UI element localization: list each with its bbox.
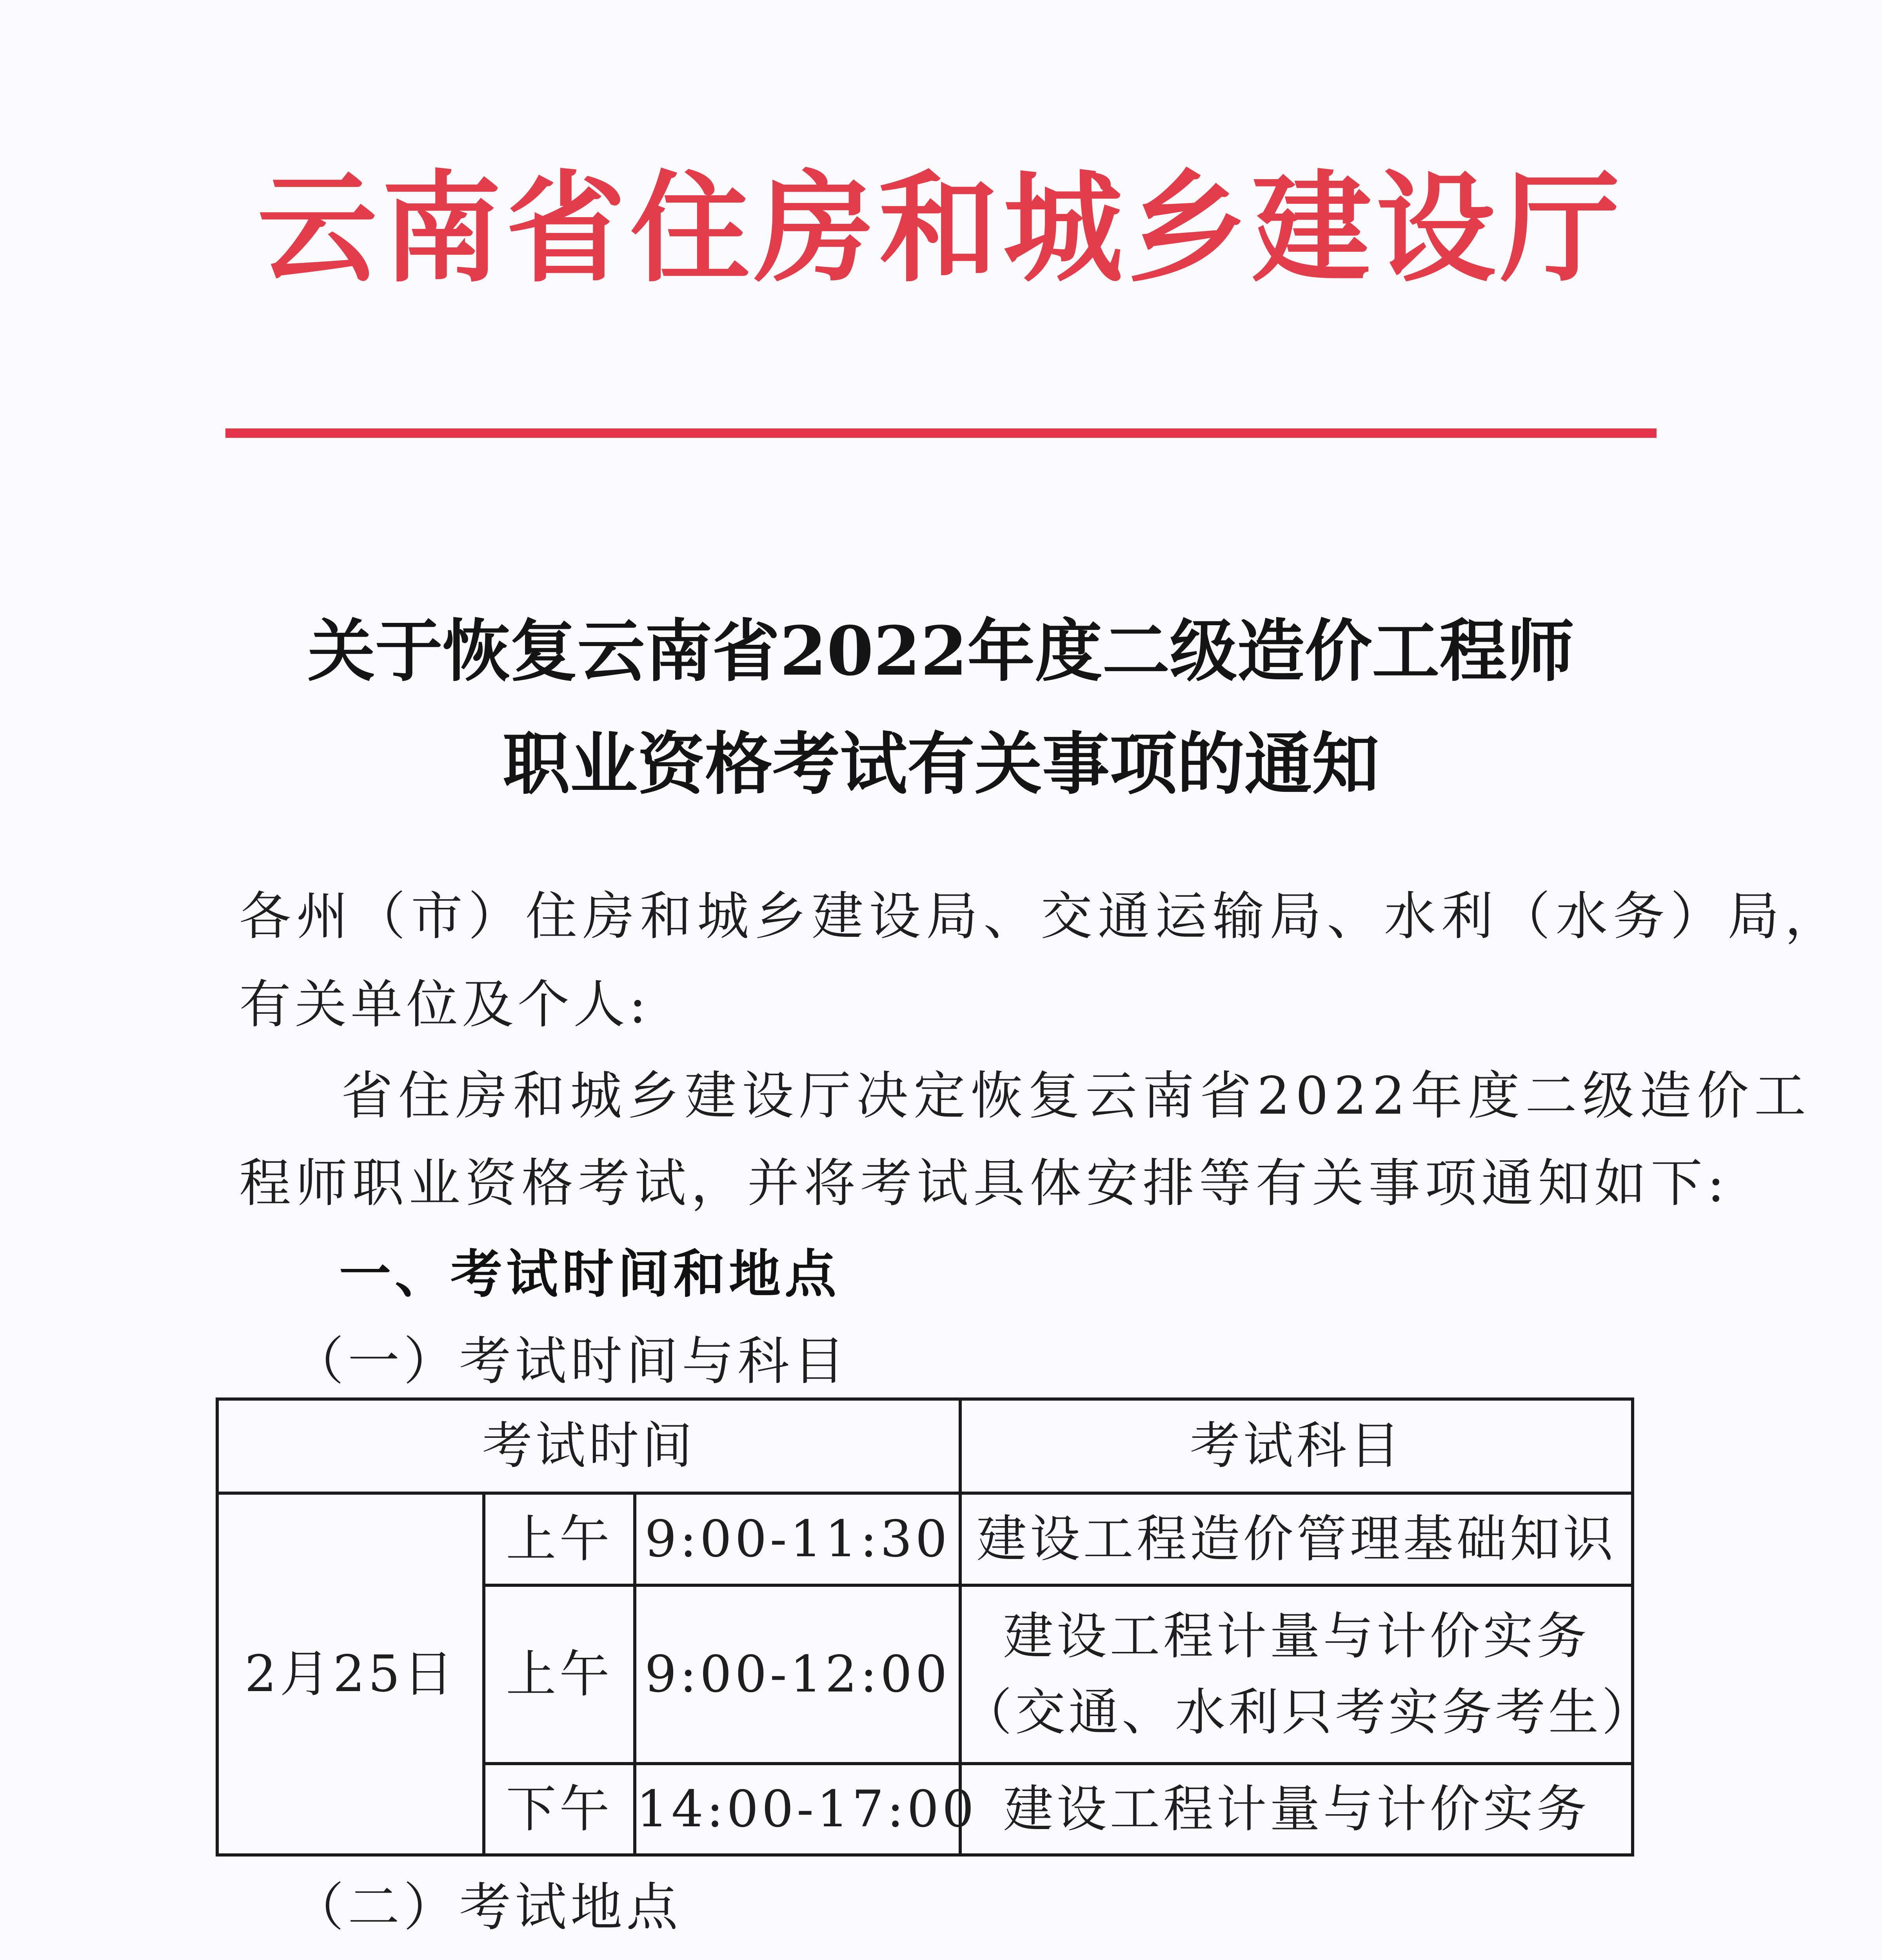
table-header-row bbox=[217, 1399, 1633, 1493]
section1-subheading-time: （一）考试时间与科目 bbox=[292, 1331, 849, 1392]
period-cell: 下午 bbox=[484, 1764, 635, 1855]
period-cell: 上午 bbox=[484, 1493, 635, 1585]
intro-line2: 程师职业资格考试，并将考试具体安排等有关事项通知如下: bbox=[239, 1153, 1729, 1214]
document-title-line2: 职业资格考试有关事项的通知 bbox=[503, 724, 1379, 804]
exam-schedule-table bbox=[216, 1397, 1655, 1857]
intro-line1: 省住房和城乡建设厅决定恢复云南省2022年度二级造价工 bbox=[341, 1066, 1811, 1126]
section1-heading: 一、考试时间和地点 bbox=[339, 1244, 840, 1305]
header-exam-time: 考试时间 bbox=[217, 1399, 960, 1493]
period-cell: 上午 bbox=[484, 1585, 635, 1764]
section1-subheading-location: （二）考试地点 bbox=[292, 1877, 682, 1938]
letterhead-red-rule bbox=[225, 428, 1657, 438]
time-cell: 14:00-17:00 bbox=[635, 1764, 960, 1855]
subject-note: （交通、水利只考实务考生） bbox=[962, 1683, 1655, 1742]
exam-date-cell: 2月25日 bbox=[217, 1493, 484, 1855]
recipients-line1: 各州（市）住房和城乡建设局、交通运输局、水利（水务）局， bbox=[239, 886, 1842, 947]
table-row bbox=[217, 1493, 1633, 1585]
subject-cell: 建设工程计量与计价实务 bbox=[960, 1764, 1633, 1855]
subject-cell: 建设工程造价管理基础知识 bbox=[960, 1493, 1633, 1585]
subject-cell bbox=[960, 1585, 1655, 1764]
issuer-letterhead: 云南省住房和城乡建设厅 bbox=[257, 158, 1625, 298]
header-exam-subject: 考试科目 bbox=[960, 1399, 1633, 1493]
document-title-line1: 关于恢复云南省2022年度二级造价工程师 bbox=[307, 611, 1575, 691]
recipients-line2: 有关单位及个人: bbox=[239, 975, 650, 1035]
time-cell: 9:00-11:30 bbox=[635, 1493, 960, 1585]
subject-text: 建设工程计量与计价实务 bbox=[1003, 1607, 1590, 1666]
time-cell: 9:00-12:00 bbox=[635, 1585, 960, 1764]
